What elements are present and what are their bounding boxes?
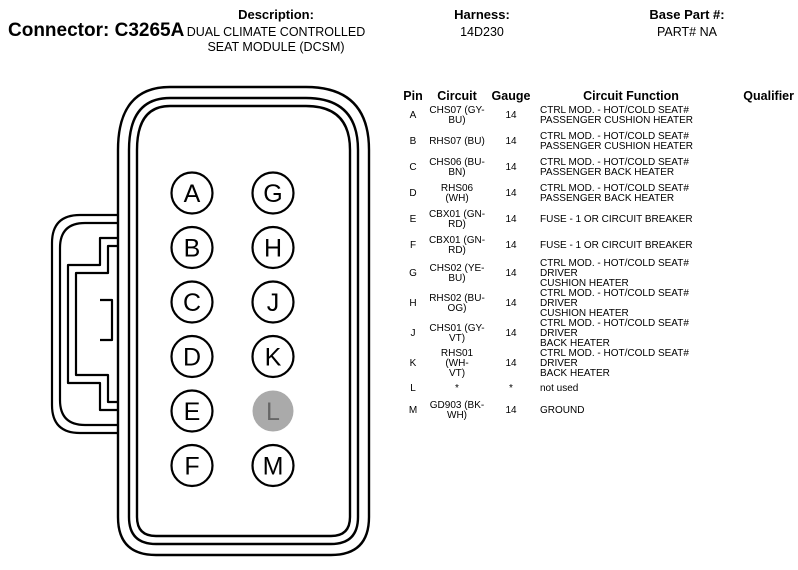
pin-gauge: 14 bbox=[505, 405, 517, 416]
pin-gauge: 14 bbox=[505, 214, 517, 225]
pin-circuit-line: BU) bbox=[448, 273, 466, 284]
pin-circuit-line: RD) bbox=[448, 219, 466, 230]
pin-id: C bbox=[409, 162, 417, 173]
pin-function bbox=[536, 233, 726, 259]
pin-table bbox=[398, 85, 794, 424]
pin-row-k bbox=[398, 349, 794, 379]
pin-function bbox=[536, 129, 726, 155]
pin-circuit-line: OG) bbox=[447, 303, 467, 314]
description-line-1: DUAL CLIMATE CONTROLLED bbox=[186, 25, 366, 39]
pin-function bbox=[536, 289, 726, 319]
pin-function-line: CUSHION HEATER bbox=[540, 278, 629, 289]
pin-row-c bbox=[398, 155, 794, 181]
pin-circuit-line: RD) bbox=[448, 245, 466, 256]
pin-circuit bbox=[428, 398, 486, 424]
pin-function bbox=[536, 398, 726, 424]
pin-function-line: FUSE - 1 OR CIRCUIT BREAKER bbox=[540, 214, 693, 225]
pin-function-line: CTRL MOD. - HOT/COLD SEAT# bbox=[540, 131, 689, 142]
pin-function-line: CUSHION HEATER bbox=[540, 308, 629, 319]
pin-id: D bbox=[409, 188, 417, 199]
base-part-label: Base Part #: bbox=[649, 7, 725, 22]
cavity-pin-h bbox=[253, 227, 294, 268]
connector-housing-cavity bbox=[137, 106, 350, 536]
pin-qualifier bbox=[726, 129, 794, 155]
cavity-label: C bbox=[182, 289, 202, 317]
pin-row-l bbox=[398, 379, 794, 398]
pin-id: J bbox=[410, 328, 416, 339]
pin-function-line: CTRL MOD. - HOT/COLD SEAT# DRIVER bbox=[540, 318, 689, 339]
pin-function-line: FUSE - 1 OR CIRCUIT BREAKER bbox=[540, 240, 693, 251]
pin-row-f bbox=[398, 233, 794, 259]
pin-circuit-line: RHS01 (WH- bbox=[440, 348, 474, 369]
connector-id: C3265A bbox=[114, 20, 185, 41]
pin-row-m bbox=[398, 398, 794, 424]
connector-label: Connector: bbox=[8, 20, 110, 41]
cavity-label: J bbox=[266, 289, 280, 317]
pin-function-line: CTRL MOD. - HOT/COLD SEAT# DRIVER bbox=[540, 288, 689, 309]
cavity-pin-k bbox=[253, 336, 294, 377]
header-qualifier: Qualifier bbox=[743, 89, 794, 103]
connector-housing-outer bbox=[118, 87, 369, 555]
header-function: Circuit Function bbox=[583, 89, 679, 103]
pin-circuit-line: * bbox=[455, 382, 459, 394]
pin-function-line: BACK HEATER bbox=[540, 368, 610, 379]
pin-circuit-line: GD903 (BK- bbox=[429, 400, 485, 411]
pin-qualifier bbox=[726, 319, 794, 349]
pin-function-line: PASSENGER CUSHION HEATER bbox=[540, 115, 693, 126]
cavity-pin-b bbox=[172, 227, 213, 268]
pin-gauge: 14 bbox=[505, 298, 517, 309]
cavity-label: G bbox=[263, 180, 283, 208]
pin-function-line: GROUND bbox=[540, 405, 585, 416]
pin-id: G bbox=[409, 268, 417, 279]
pin-qualifier bbox=[726, 103, 794, 129]
pin-qualifier bbox=[726, 349, 794, 379]
pin-function-line: BACK HEATER bbox=[540, 338, 610, 349]
cavity-pin-d bbox=[172, 336, 213, 377]
pin-circuit bbox=[428, 319, 486, 349]
cavity-pin-e bbox=[172, 391, 213, 432]
cavity-pin-m bbox=[253, 445, 294, 486]
pin-function-line: CTRL MOD. - HOT/COLD SEAT# bbox=[540, 157, 689, 168]
pin-circuit bbox=[428, 207, 486, 233]
pin-qualifier bbox=[726, 259, 794, 289]
header-pin: Pin bbox=[403, 89, 423, 103]
pin-id: H bbox=[409, 298, 417, 309]
cavity-label: L bbox=[266, 398, 280, 426]
pin-circuit-line: RHS02 (BU- bbox=[429, 293, 485, 304]
pin-function bbox=[536, 181, 726, 207]
pin-id: B bbox=[409, 136, 417, 147]
cavity-pin-j bbox=[253, 282, 294, 323]
pin-circuit bbox=[428, 103, 486, 129]
pin-gauge: 14 bbox=[505, 136, 517, 147]
pin-circuit-line: CBX01 (GN- bbox=[428, 209, 486, 220]
description-label: Description: bbox=[238, 7, 314, 22]
pin-id: K bbox=[409, 358, 417, 369]
header-circuit: Circuit bbox=[437, 89, 477, 103]
pin-circuit-line: WH) bbox=[447, 410, 467, 421]
pin-function bbox=[536, 319, 726, 349]
pin-row-e bbox=[398, 207, 794, 233]
pin-qualifier bbox=[726, 233, 794, 259]
pin-gauge: 14 bbox=[505, 110, 517, 121]
pin-function-line: not used bbox=[540, 382, 579, 394]
cavity-pin-f bbox=[172, 445, 213, 486]
pin-qualifier bbox=[726, 398, 794, 424]
pin-row-a bbox=[398, 103, 794, 129]
pin-function bbox=[536, 259, 726, 289]
pin-function-line: CTRL MOD. - HOT/COLD SEAT# DRIVER bbox=[540, 348, 689, 369]
pin-gauge: 14 bbox=[505, 268, 517, 279]
pin-circuit-line: RHS06 (WH) bbox=[440, 183, 474, 204]
cavity-pin-g bbox=[253, 173, 294, 214]
pin-table-header bbox=[398, 85, 794, 103]
pin-circuit-line: CHS07 (GY- bbox=[429, 105, 485, 116]
pin-circuit-line: CHS02 (YE- bbox=[429, 263, 485, 274]
cavity-label: F bbox=[184, 452, 200, 481]
pin-circuit bbox=[428, 289, 486, 319]
pin-id: A bbox=[409, 110, 417, 121]
pin-id: L bbox=[410, 382, 416, 394]
pin-row-d bbox=[398, 181, 794, 207]
pin-circuit-line: VT) bbox=[448, 368, 466, 379]
pin-circuit bbox=[428, 155, 486, 181]
pin-id: E bbox=[409, 214, 417, 225]
pin-row-g bbox=[398, 259, 794, 289]
pin-gauge: 14 bbox=[505, 328, 517, 339]
cavity-pin-l bbox=[253, 391, 294, 432]
pin-circuit bbox=[428, 181, 486, 207]
cavity-pin-a bbox=[172, 173, 213, 214]
pin-qualifier bbox=[726, 181, 794, 207]
pin-qualifier bbox=[726, 289, 794, 319]
pin-qualifier bbox=[726, 155, 794, 181]
harness-label: Harness: bbox=[454, 7, 510, 22]
pin-row-h bbox=[398, 289, 794, 319]
pin-gauge: 14 bbox=[505, 162, 517, 173]
cavity-label: B bbox=[183, 234, 201, 263]
pin-circuit-line: RHS07 (BU) bbox=[429, 136, 485, 147]
header-gauge: Gauge bbox=[491, 89, 531, 103]
cavity-pin-c bbox=[172, 282, 213, 323]
pin-circuit-line: CHS06 (BU- bbox=[429, 157, 485, 168]
locking-tab bbox=[52, 215, 118, 433]
pin-qualifier bbox=[726, 207, 794, 233]
pin-function bbox=[536, 349, 726, 379]
pin-circuit bbox=[428, 129, 486, 155]
pin-function bbox=[536, 207, 726, 233]
pin-row-j bbox=[398, 319, 794, 349]
pin-circuit-line: VT) bbox=[448, 333, 466, 344]
pin-function-line: PASSENGER BACK HEATER bbox=[540, 193, 675, 204]
cavity-label: M bbox=[262, 452, 284, 481]
pin-qualifier bbox=[726, 379, 794, 398]
pin-id: F bbox=[409, 240, 417, 251]
cavity-label: A bbox=[183, 180, 201, 208]
pin-gauge: 14 bbox=[505, 188, 517, 199]
pin-circuit bbox=[428, 233, 486, 259]
pin-function bbox=[536, 379, 726, 398]
description-line-2: SEAT MODULE (DCSM) bbox=[207, 40, 345, 54]
pin-gauge: 14 bbox=[505, 240, 517, 251]
pin-function-line: PASSENGER BACK HEATER bbox=[540, 167, 675, 178]
pin-circuit-line: BU) bbox=[448, 115, 466, 126]
cavity-label: E bbox=[183, 398, 201, 426]
pin-id: M bbox=[408, 405, 418, 416]
cavity-label: K bbox=[264, 343, 282, 372]
cavity-label: D bbox=[182, 343, 202, 372]
pin-function-line: CTRL MOD. - HOT/COLD SEAT# bbox=[540, 105, 689, 116]
connector-housing-inner bbox=[129, 98, 358, 544]
pin-function bbox=[536, 103, 726, 129]
cavity-label: H bbox=[263, 234, 283, 263]
pin-function-line: PASSENGER CUSHION HEATER bbox=[540, 141, 693, 152]
harness-value: 14D230 bbox=[460, 25, 504, 39]
pin-circuit bbox=[428, 379, 486, 398]
base-part-value: PART# NA bbox=[657, 25, 717, 39]
pin-circuit-line: BN) bbox=[448, 167, 466, 178]
pin-circuit-line: CHS01 (GY- bbox=[429, 323, 485, 334]
pin-gauge: * bbox=[509, 382, 513, 394]
pin-circuit bbox=[428, 259, 486, 289]
pin-circuit bbox=[428, 349, 486, 379]
pin-function bbox=[536, 155, 726, 181]
pin-row-b bbox=[398, 129, 794, 155]
pin-function-line: CTRL MOD. - HOT/COLD SEAT# DRIVER bbox=[540, 258, 689, 279]
pin-gauge: 14 bbox=[505, 358, 517, 369]
pin-circuit-line: CBX01 (GN- bbox=[428, 235, 486, 246]
pin-function-line: CTRL MOD. - HOT/COLD SEAT# bbox=[540, 183, 689, 194]
